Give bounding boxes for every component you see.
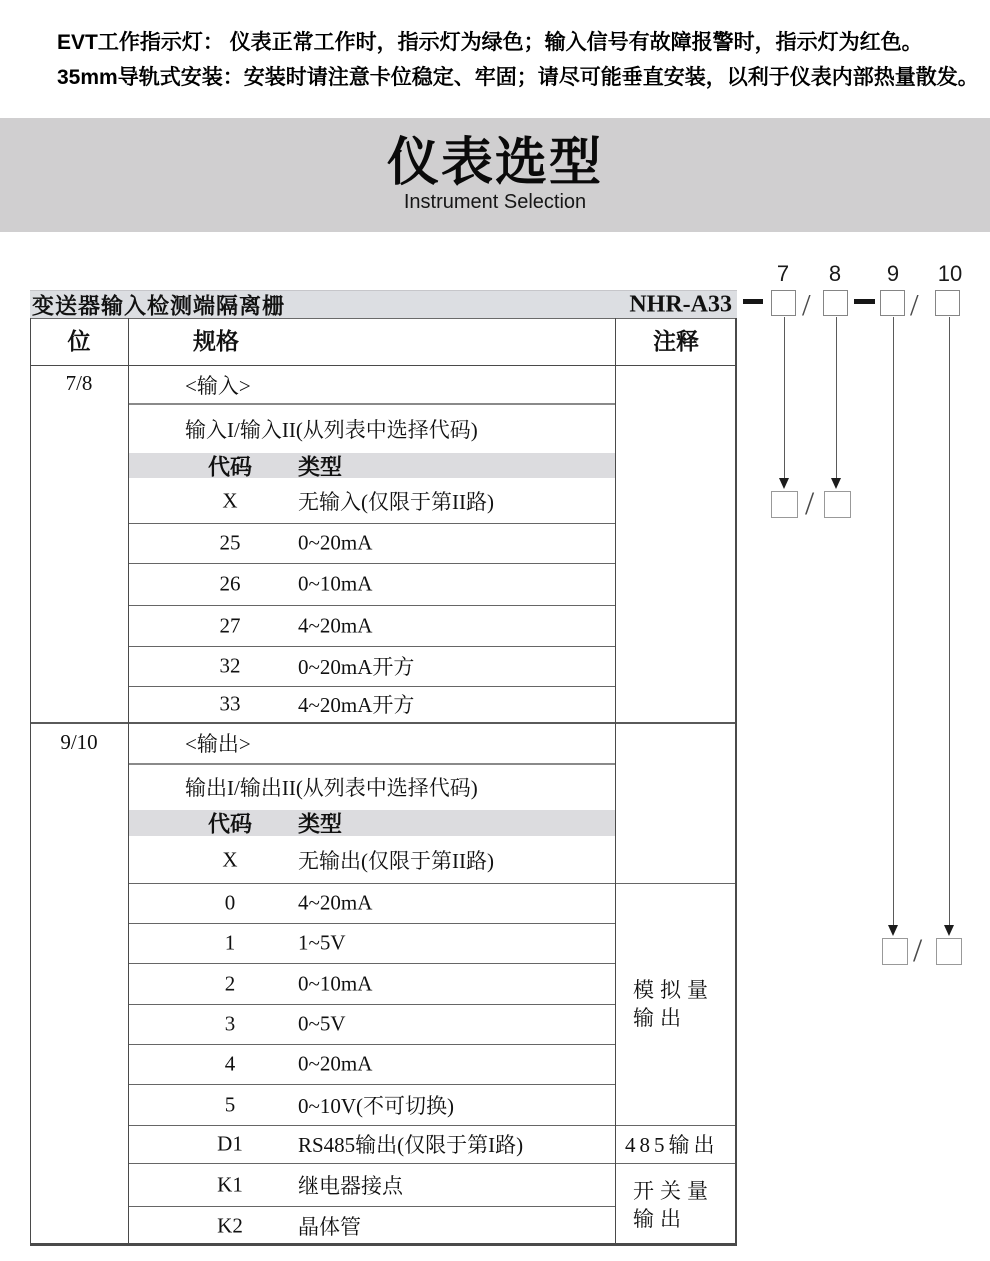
row-type: 4~20mA [298, 613, 373, 637]
note-evt-indicator: EVT工作指示灯： 仪表正常工作时，指示灯为绿色；输入信号有故障报警时，指示灯为红色。 [57, 31, 923, 54]
row-type: 0~5V [298, 1011, 346, 1036]
row-code: D1 [217, 1131, 243, 1156]
row-code: 1 [224, 930, 236, 955]
row-code: K1 [217, 1172, 243, 1196]
row-code: 32 [219, 653, 241, 678]
table-row [30, 836, 737, 883]
row-code: 33 [219, 691, 241, 716]
dash-separator [854, 299, 875, 304]
row-code: 3 [224, 1011, 236, 1036]
grid-line [128, 318, 129, 1246]
note-485-text: 485输出 [625, 1133, 719, 1157]
page-title: 仪表选型 [386, 134, 603, 192]
row-type: 0~20mA [298, 530, 373, 555]
note-switch-line1: 开关量 [633, 1178, 714, 1203]
dash-separator [743, 299, 763, 304]
col-header-bit: 位 [67, 329, 91, 354]
output-subtitle-row [30, 764, 737, 810]
table-row [30, 478, 737, 523]
grid-line [128, 1206, 615, 1207]
slash-separator: / [805, 486, 815, 522]
note-analog-line1: 模拟量 [633, 978, 714, 1002]
grid-line [30, 318, 737, 319]
arrowhead-7 [779, 478, 789, 489]
digit-label-7: 7 [776, 261, 790, 286]
selection-table [30, 290, 737, 1248]
output-title: <输出> [185, 732, 251, 756]
row-type: 0~10V(不可切换) [298, 1093, 455, 1118]
output-subtitle: 输出I/输出II(从列表中选择代码) [185, 776, 478, 800]
row-type: 1~5V [298, 930, 346, 955]
grid-line [128, 923, 615, 924]
row-code: K2 [217, 1213, 243, 1238]
grid-line [128, 403, 615, 405]
grid-line [128, 563, 615, 564]
row-code: X [222, 847, 238, 871]
grid-line [128, 686, 615, 687]
entry-box-10 [936, 938, 962, 965]
grid-line [128, 1125, 737, 1126]
slash-separator: / [802, 287, 811, 322]
grid-line [128, 646, 615, 647]
output-type-header: 类型 [298, 811, 343, 837]
arrowhead-10 [944, 925, 954, 936]
entry-box-7 [771, 491, 798, 518]
digit-label-10: 10 [937, 261, 963, 286]
table-left-border [30, 318, 31, 1246]
grid-line [128, 1163, 737, 1164]
table-bottom-border [30, 1243, 737, 1246]
note-analog-output [615, 883, 737, 1125]
input-subtitle: 输入I/输入II(从列表中选择代码) [185, 417, 478, 442]
row-type: RS485输出(仅限于第I路) [298, 1133, 524, 1157]
digit-box-7 [771, 290, 796, 316]
grid-line [128, 605, 615, 606]
digit-box-10 [935, 290, 960, 316]
row-type: 0~20mA [298, 1051, 373, 1076]
grid-line [128, 1044, 615, 1045]
input-codetype-header-row [30, 453, 737, 478]
title-banner [0, 118, 990, 232]
row-type: 4~20mA [298, 890, 373, 915]
note-analog-line2: 输出 [633, 1006, 687, 1030]
digit-box-8 [823, 290, 848, 316]
row-type: 4~20mA开方 [298, 693, 415, 717]
row-code: 5 [224, 1092, 236, 1116]
row-type: 0~20mA开方 [298, 655, 415, 679]
row-code: 26 [219, 571, 241, 596]
note-din-rail: 35mm导轨式安装：安装时请注意卡位稳定、牢固；请尽可能垂直安装，以利于仪表内部热量散发。 [57, 66, 979, 89]
table-right-border [735, 318, 737, 1246]
table-row [30, 686, 737, 722]
row-code: X [222, 488, 238, 512]
slash-separator: / [913, 933, 923, 969]
bit-cell-910: 9/10 [60, 730, 98, 754]
input-type-header: 类型 [298, 454, 343, 479]
grid-line [128, 1004, 615, 1005]
grid-line [128, 963, 615, 964]
table-row [30, 605, 737, 646]
digit-box-9 [880, 290, 905, 316]
product-band [30, 290, 737, 318]
row-type: 无输出(仅限于第II路) [298, 848, 494, 873]
bit-cell-78: 7/8 [65, 371, 93, 395]
note-485-output [615, 1125, 737, 1163]
grid-line [128, 883, 737, 884]
arrow-line-10 [949, 317, 950, 925]
row-code: 25 [219, 530, 241, 555]
note-switch-output [615, 1163, 737, 1246]
input-code-header: 代码 [207, 454, 252, 479]
arrowhead-8 [831, 478, 841, 489]
row-code: 27 [219, 613, 241, 637]
slash-separator: / [910, 287, 919, 322]
output-codetype-header-row [30, 810, 737, 836]
grid-line [128, 763, 615, 765]
table-row [30, 523, 737, 563]
product-name: 变送器输入检测端隔离栅 [32, 293, 286, 318]
note-switch-line2: 输出 [633, 1206, 687, 1231]
row-code: 4 [224, 1051, 236, 1076]
grid-line [128, 523, 615, 524]
grid-line [615, 318, 616, 1246]
input-title-row [30, 365, 737, 404]
table-row [30, 646, 737, 686]
page-subtitle: Instrument Selection [403, 191, 587, 213]
arrowhead-9 [888, 925, 898, 936]
entry-box-8 [824, 491, 851, 518]
row-type: 0~10mA [298, 571, 373, 596]
row-code: 2 [224, 971, 236, 995]
arrow-line-7 [784, 317, 785, 478]
row-code: 0 [224, 890, 236, 915]
table-row [30, 563, 737, 605]
arrow-line-8 [836, 317, 837, 478]
entry-box-9 [882, 938, 908, 965]
grid-line [128, 1084, 615, 1085]
digit-label-9: 9 [886, 261, 900, 286]
input-title: <输入> [185, 373, 251, 398]
grid-line [30, 365, 737, 366]
output-title-row [30, 722, 737, 764]
input-subtitle-row [30, 404, 737, 453]
row-type: 晶体管 [298, 1215, 361, 1239]
row-type: 无输入(仅限于第II路) [298, 489, 494, 514]
row-type: 继电器接点 [298, 1173, 403, 1198]
digit-label-8: 8 [828, 261, 842, 286]
section-divider-line [30, 722, 737, 724]
model-code: NHR-A33 [629, 291, 732, 317]
row-type: 0~10mA [298, 971, 373, 995]
col-header-spec: 规格 [193, 329, 239, 354]
arrow-line-9 [893, 317, 894, 925]
output-code-header: 代码 [207, 811, 252, 837]
col-header-note: 注释 [653, 329, 699, 354]
